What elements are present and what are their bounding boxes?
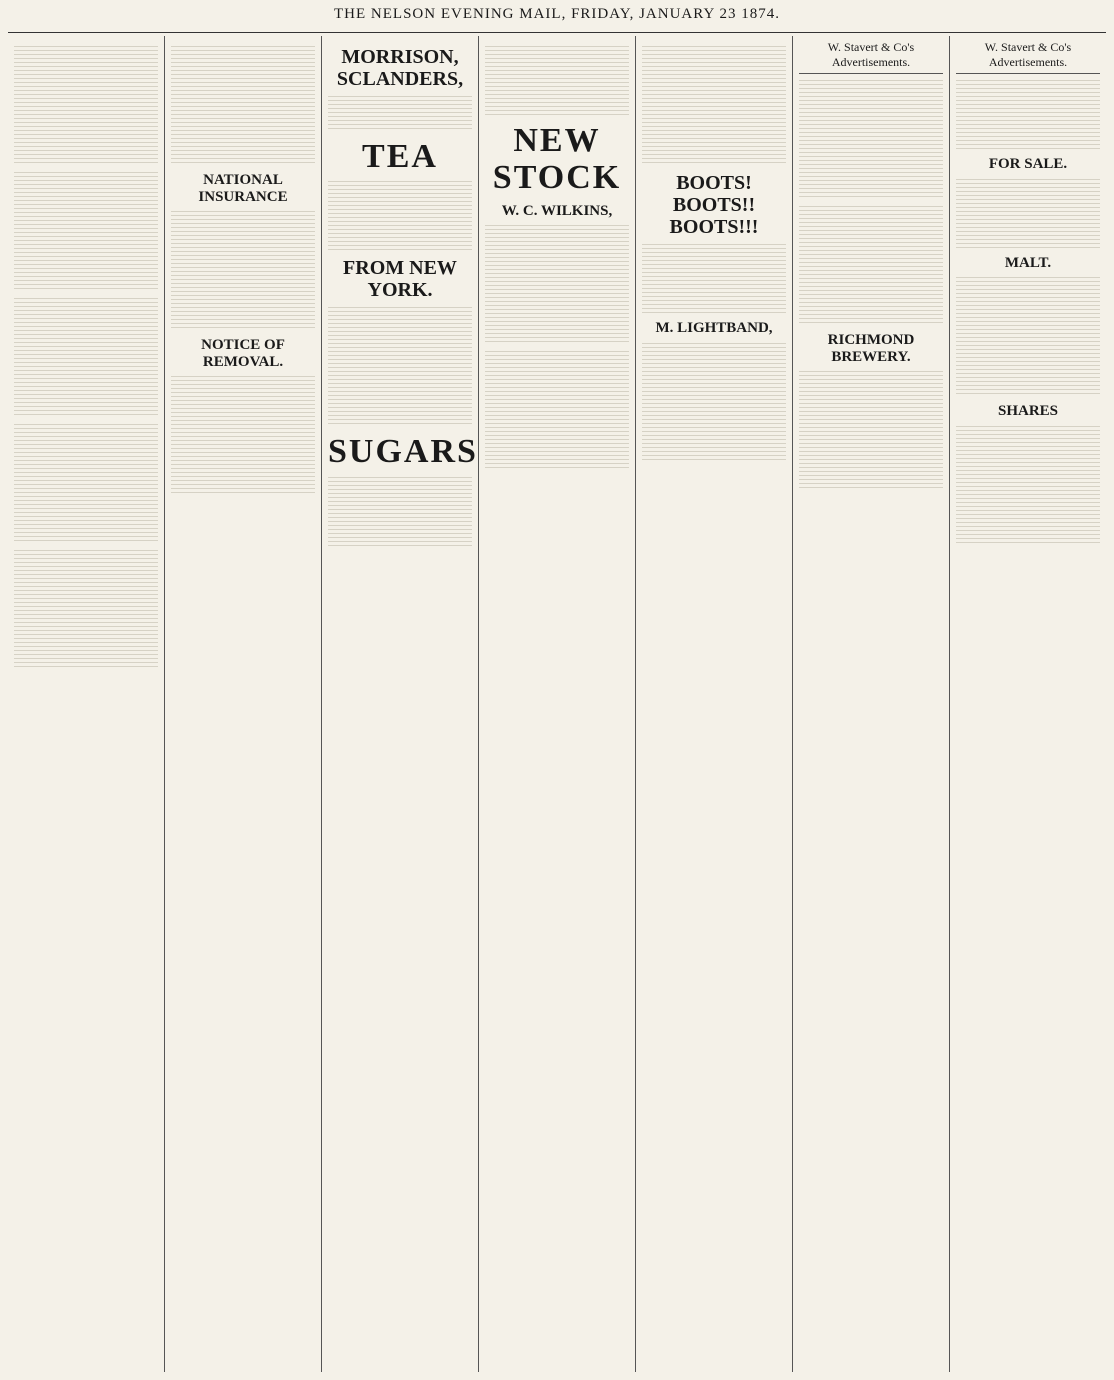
masthead-rule: [8, 32, 1106, 33]
unreadable-text-block: [485, 46, 629, 116]
stock-heading: NEW STOCK: [492, 122, 622, 197]
unreadable-text-block: [799, 371, 943, 491]
unreadable-text-block: [799, 206, 943, 326]
removal-heading: NOTICE OF REMOVAL.: [201, 337, 285, 370]
unreadable-text-block: [485, 225, 629, 345]
unreadable-text-block: [642, 343, 786, 463]
unreadable-text-block: [956, 179, 1100, 249]
unreadable-text-block: [14, 298, 158, 418]
unreadable-text-block: [642, 244, 786, 314]
sale-heading: FOR SALE.: [988, 156, 1068, 172]
shares-heading: SHARES: [997, 403, 1059, 419]
column-2: [165, 36, 322, 1372]
firm-name: MORRISON, SCLANDERS,: [336, 46, 464, 90]
unreadable-text-block: [328, 477, 472, 547]
unreadable-text-block: [171, 46, 315, 166]
unreadable-text-block: [14, 550, 158, 670]
wilkins-name: W. C. WILKINS,: [501, 202, 613, 219]
unreadable-text-block: [171, 211, 315, 331]
column-7: [950, 36, 1106, 1372]
unreadable-text-block: [14, 172, 158, 292]
unreadable-text-block: [14, 46, 158, 166]
unreadable-text-block: [642, 46, 786, 166]
column-1: [8, 36, 165, 1372]
masthead-title: THE NELSON EVENING MAIL, FRIDAY, JANUARY 23 1874.: [334, 5, 780, 22]
column-7-header: W. Stavert & Co's Advertisements.: [956, 40, 1100, 74]
malt-heading: MALT.: [1004, 254, 1052, 271]
column-6-header: W. Stavert & Co's Advertisements.: [799, 40, 943, 74]
sugars-heading: SUGARS: [328, 433, 478, 471]
unreadable-text-block: [171, 376, 315, 496]
boots-heading: BOOTS! BOOTS!! BOOTS!!!: [669, 172, 759, 238]
insurance-heading: NATIONAL INSURANCE: [198, 172, 288, 205]
unreadable-text-block: [14, 424, 158, 544]
unreadable-text-block: [956, 277, 1100, 397]
unreadable-text-block: [485, 351, 629, 471]
unreadable-text-block: [328, 96, 472, 132]
column-4: [479, 36, 636, 1372]
unreadable-text-block: [799, 80, 943, 200]
richmond-heading: RICHMOND BREWERY.: [827, 332, 915, 365]
newspaper-columns: [8, 36, 1106, 1372]
unreadable-text-block: [956, 426, 1100, 546]
column-3: [322, 36, 479, 1372]
column-5: [636, 36, 793, 1372]
masthead: [0, 0, 1114, 28]
unreadable-text-block: [328, 307, 472, 427]
column-6: [793, 36, 950, 1372]
lightband-name: M. LIGHTBAND,: [655, 320, 773, 336]
unreadable-text-block: [328, 181, 472, 251]
tea-heading: TEA: [362, 138, 438, 175]
new-york-heading: FROM NEW YORK.: [343, 257, 457, 302]
unreadable-text-block: [956, 80, 1100, 150]
